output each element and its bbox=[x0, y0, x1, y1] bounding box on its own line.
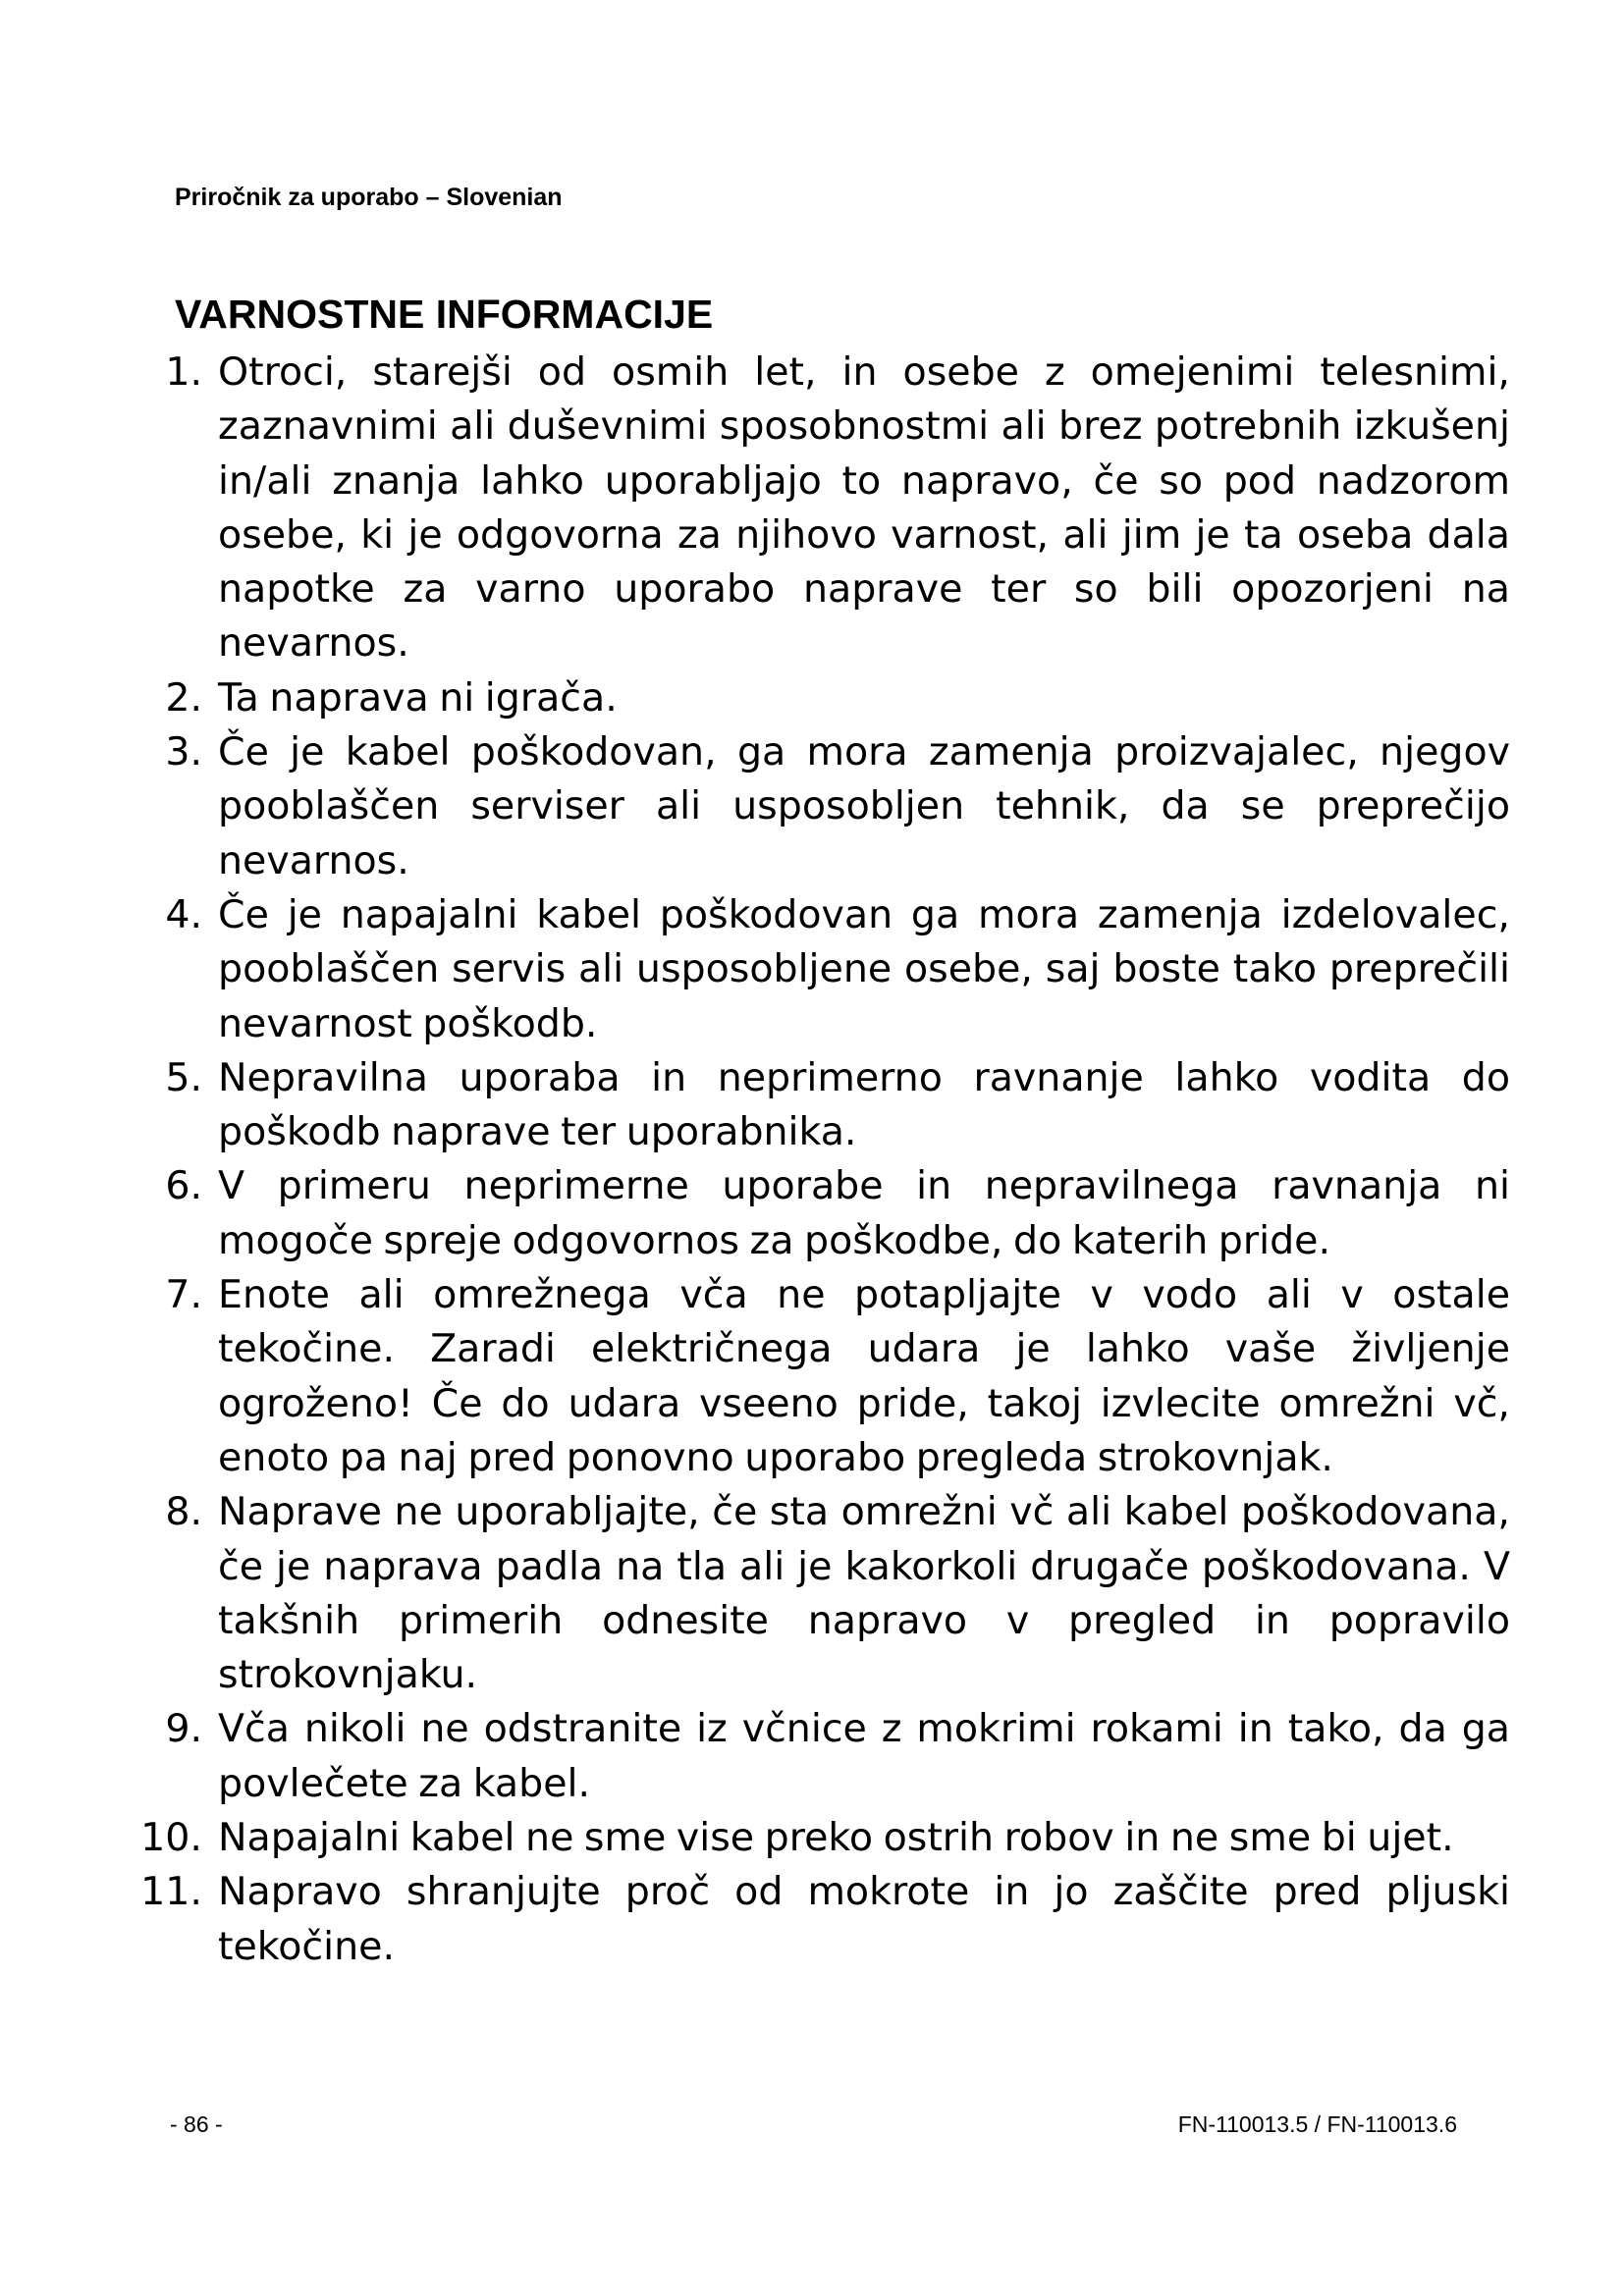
item-number: 4. bbox=[165, 891, 202, 937]
item-number: 5. bbox=[165, 1054, 202, 1100]
item-number: 8. bbox=[165, 1489, 202, 1535]
list-item bbox=[0, 1865, 1510, 1974]
item-number: 2. bbox=[165, 674, 202, 721]
list-item bbox=[0, 1811, 1510, 1865]
list-item bbox=[0, 1702, 1510, 1811]
list-item bbox=[0, 1051, 1510, 1160]
item-text: Otroci, starejši od osmih let, in osebe z omejenimi telesnimi, zaznavnimi ali duševnimi sposobnostmi ali brez potrebnih izkušenj in/ali znanja lahko uporabljajo to napravo, če so pod nadzorom osebe, ki je odgovorna za njihovo varnost, ali jim je ta oseba dala napotke za varno uporabo naprave ter so bili opozorjeni na nevarnos. bbox=[218, 349, 1510, 667]
item-number: 9. bbox=[165, 1706, 202, 1752]
item-text: Naprave ne uporabljajte, če sta omrežni vč ali kabel poškodovana, če je naprava padla na tla ali je kakorkoli drugače poškodovana. V takšnih primerih odnesite napravo v pregled in popravilo strokovnjaku. bbox=[218, 1489, 1510, 1698]
item-text: Ta naprava ni igrača. bbox=[218, 674, 618, 721]
item-text: Nepravilna uporaba in neprimerno ravnanje lahko vodita do poškodb naprave ter uporabnika. bbox=[218, 1054, 1510, 1155]
list-item bbox=[0, 725, 1510, 888]
page-header: Priročnik za uporabo – Slovenian bbox=[175, 184, 563, 211]
page-number: - 86 - bbox=[170, 2111, 223, 2137]
item-number: 11. bbox=[140, 1869, 202, 1915]
list-item bbox=[0, 346, 1510, 671]
item-number: 10. bbox=[140, 1815, 202, 1861]
item-text: Če je napajalni kabel poškodovan ga mora zamenja izdelovalec, pooblaščen servis ali usposobljene osebe, saj boste tako preprečili nevarnost poškodb. bbox=[218, 891, 1510, 1046]
item-text: Enote ali omrežnega vča ne potapljajte v vodo ali v ostale tekočine. Zaradi električnega udara je lahko vaše življenje ogroženo! Če do udara vseeno pride, takoj izvlecite omrežni vč, enoto pa naj pred ponovno uporabo pregleda strokovnjak. bbox=[218, 1272, 1510, 1480]
item-text: Napajalni kabel ne sme vise preko ostrih robov in ne sme bi ujet. bbox=[218, 1815, 1454, 1861]
list-item bbox=[0, 888, 1510, 1051]
item-number: 6. bbox=[165, 1163, 202, 1209]
item-text: V primeru neprimerne uporabe in nepravilnega ravnanja ni mogoče spreje odgovornos za poškodbe, do katerih pride. bbox=[218, 1163, 1510, 1263]
section-title: VARNOSTNE INFORMACIJE bbox=[175, 292, 714, 337]
list-item bbox=[0, 1268, 1510, 1485]
list-item bbox=[0, 671, 1510, 725]
safety-list bbox=[0, 346, 1624, 1974]
list-item bbox=[0, 1159, 1510, 1268]
model-number: FN-110013.5 / FN-110013.6 bbox=[1177, 2111, 1457, 2137]
item-text: Napravo shranjujte proč od mokrote in jo zaščite pred pljuski tekočine. bbox=[218, 1869, 1510, 1969]
item-text: Če je kabel poškodovan, ga mora zamenja proizvajalec, njegov pooblaščen serviser ali usposobljen tehnik, da se preprečijo nevarnos. bbox=[218, 729, 1510, 883]
list-item bbox=[0, 1485, 1510, 1702]
item-number: 1. bbox=[165, 349, 202, 395]
item-number: 7. bbox=[165, 1272, 202, 1318]
item-number: 3. bbox=[165, 729, 202, 775]
item-text: Vča nikoli ne odstranite iz včnice z mokrimi rokami in tako, da ga povlečete za kabel. bbox=[218, 1706, 1510, 1806]
